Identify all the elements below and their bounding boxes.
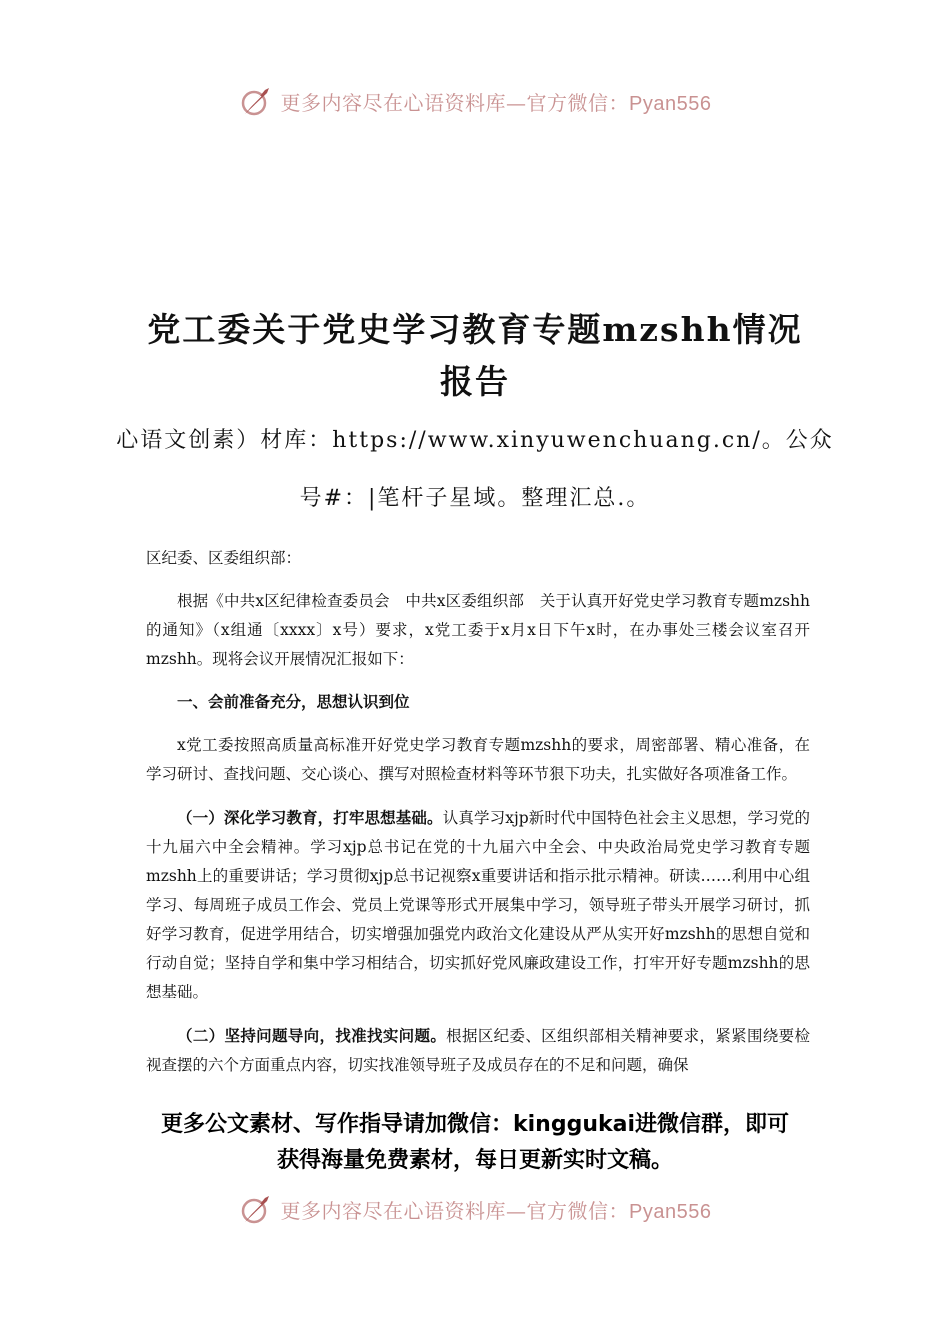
paragraph-1: 根据《中共x区纪律检查委员会 中共x区委组织部 关于认真开好党史学习教育专题mzshh的通知》（x组通〔xxxx〕x号）要求，x党工委于x月x日下午x时，在办事处三楼会议室召开mzshh。现将会议开展情况汇报如下： [146, 592, 810, 668]
greeting: 区纪委、区委组织部： [146, 549, 302, 567]
paragraph-4-text: 根据区纪委、区组织部相关精神要求，紧紧围绕要检视查摆的六个方面重点内容，切实找准领导班子及成员存在的不足和问题，确保 [146, 1027, 810, 1074]
document-body [146, 544, 810, 1080]
quill-logo-icon [239, 1192, 273, 1226]
document-title-line1: 党工委关于党史学习教育专题mzshh情况 [147, 310, 803, 349]
paragraph-3-lead: （一）深化学习教育，打牢思想基础。 [177, 808, 443, 827]
watermark-text: 更多内容尽在心语资料库—官方微信：Pyan556 [280, 1198, 712, 1223]
paragraph-3-text: 认真学习xjp新时代中国特色社会主义思想，学习党的十九届六中全会精神。学习xjp总书记在党的十九届六中全会、中央政治局党史学习教育专题mzshh上的重要讲话；学习贯彻xjp总书记视察x重要讲话和指示批示精神。研读……利用中心组学习、每周班子成员工作会、党员上党课等形式开展集中学习，领导班子带头开展学习研讨，抓好学习教育，促进学用结合，切实增强加强党内政治文化建设从严从实开好mzshh的思想自觉和行动自觉；坚持自学和集中学习相结合，切实抓好党风廉政建设工作，打牢开好专题mzshh的思想基础。 [146, 809, 810, 1001]
paragraph-4 [146, 1021, 810, 1080]
source-note-line2: 号#：|笔杆子星域。整理汇总.。 [299, 486, 651, 511]
document-title-line2: 报告 [440, 362, 510, 401]
watermark-text: 更多内容尽在心语资料库—官方微信：Pyan556 [280, 90, 712, 115]
watermark-banner-bottom [0, 1192, 950, 1226]
paragraph-2: x党工委按照高质量高标准开好党史学习教育专题mzshh的要求，周密部署、精心准备，在学习研讨、查找问题、交心谈心、撰写对照检查材料等环节狠下功夫，扎实做好各项准备工作。 [146, 736, 810, 783]
promo-line2: 获得海量免费素材，每日更新实时文稿。 [276, 1148, 673, 1173]
watermark-banner-top [0, 84, 950, 118]
section-heading-1: 一、会前准备充分，思想认识到位 [177, 693, 410, 711]
paragraph-4-lead: （二）坚持问题导向，找准找实问题。 [177, 1026, 447, 1045]
paragraph-3 [146, 803, 810, 1007]
quill-logo-icon [239, 84, 273, 118]
promo-line1: 更多公文素材、写作指导请加微信：kinggukai进微信群，即可 [160, 1112, 789, 1137]
source-note-line1: 心语文创素）材库：https://www.xinyuwenchuang.cn/。公众 [116, 428, 834, 453]
